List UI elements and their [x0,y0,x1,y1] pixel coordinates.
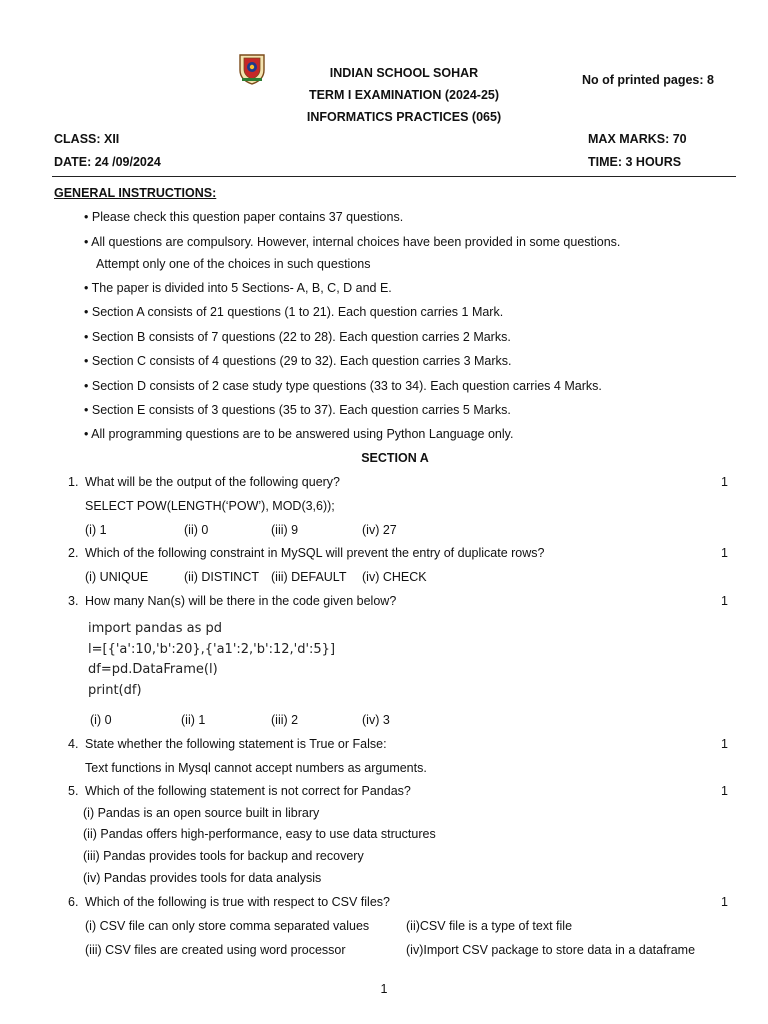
q5-option: (iii) Pandas provides tools for backup and recovery [83,849,364,863]
q1-option: (iv) 27 [362,523,397,537]
q2-option: (i) UNIQUE [85,570,149,584]
q2-mark: 1 [721,546,728,560]
q4-number: 4. [68,737,79,751]
instruction-item: • Section B consists of 7 questions (22 to 28). Each question carries 2 Marks. [84,330,511,344]
instruction-item: • Section A consists of 21 questions (1 to 21). Each question carries 1 Mark. [84,305,504,319]
printed-pages: No of printed pages: 8 [582,73,714,87]
header-divider [52,176,736,177]
school-name: INDIAN SCHOOL SOHAR [329,66,479,80]
q3-mark: 1 [721,594,728,608]
time-label: TIME: 3 HOURS [588,155,682,169]
q5-mark: 1 [721,784,728,798]
class-label: CLASS: XII [54,132,120,146]
q1-text: What will be the output of the following query? [85,475,341,489]
q3-number: 3. [68,594,79,608]
instruction-item: • All questions are compulsory. However, internal choices have been provided in some questions. [84,235,621,249]
q1-option: (i) 1 [85,523,107,537]
instruction-item: • The paper is divided into 5 Sections- A, B, C, D and E. [84,281,392,295]
q6-option: (i) CSV file can only store comma separated values [85,919,370,933]
instruction-item: • Section E consists of 3 questions (35 to 37). Each question carries 5 Marks. [84,403,511,417]
q5-option: (i) Pandas is an open source built in library [83,806,320,820]
page-number: 1 [380,982,388,996]
q5-text: Which of the following statement is not correct for Pandas? [85,784,411,798]
q1-query: SELECT POW(LENGTH(‘POW’), MOD(3,6)); [85,499,335,513]
subject-title: INFORMATICS PRACTICES (065) [306,110,502,124]
code-line: df=pd.DataFrame(l) [88,662,218,677]
q2-option: (iii) DEFAULT [271,570,347,584]
q6-option: (iv)Import CSV package to store data in a dataframe [406,943,696,957]
q6-option: (iii) CSV files are created using word processor [85,943,346,957]
q2-option: (ii) DISTINCT [184,570,259,584]
q2-text: Which of the following constraint in MySQL will prevent the entry of duplicate rows? [85,546,545,560]
exam-title: TERM I EXAMINATION (2024-25) [308,88,500,102]
code-line: import pandas as pd [88,621,223,636]
q1-option: (ii) 0 [184,523,209,537]
q3-text: How many Nan(s) will be there in the code given below? [85,594,397,608]
q2-option: (iv) CHECK [362,570,427,584]
q4-text: State whether the following statement is True or False: [85,737,387,751]
q3-option: (ii) 1 [181,713,206,727]
q6-number: 6. [68,895,79,909]
instruction-item: • Section D consists of 2 case study type questions (33 to 34). Each question carries 4 Marks. [84,379,602,393]
instruction-item: • All programming questions are to be answered using Python Language only. [84,427,514,441]
q3-option: (iii) 2 [271,713,299,727]
q5-option: (iv) Pandas provides tools for data analysis [83,871,322,885]
q6-option: (ii)CSV file is a type of text file [406,919,573,933]
q6-text: Which of the following is true with respect to CSV files? [85,895,390,909]
date-label: DATE: 24 /09/2024 [54,155,161,169]
q6-mark: 1 [721,895,728,909]
instruction-item: • Please check this question paper contains 37 questions. [84,210,404,224]
q4-statement: Text functions in Mysql cannot accept numbers as arguments. [85,761,427,775]
q2-number: 2. [68,546,79,560]
max-marks-label: MAX MARKS: 70 [588,132,687,146]
instruction-item: • Section C consists of 4 questions (29 to 32). Each question carries 3 Marks. [84,354,512,368]
q1-option: (iii) 9 [271,523,299,537]
q3-option: (iv) 3 [362,713,390,727]
instructions-heading: GENERAL INSTRUCTIONS: [54,186,217,200]
q5-option: (ii) Pandas offers high-performance, easy to use data structures [83,827,436,841]
section-a-heading: SECTION A [361,451,429,465]
code-line: l=[{'a':10,'b':20},{'a1':2,'b':12,'d':5}] [88,641,336,657]
instruction-item-continued: Attempt only one of the choices in such questions [96,257,371,271]
q5-number: 5. [68,784,79,798]
q4-mark: 1 [721,737,728,751]
code-line: print(df) [88,682,142,698]
q3-code-block [88,619,335,701]
q1-mark: 1 [721,475,728,489]
q3-option: (i) 0 [90,713,112,727]
q1-number: 1. [68,475,79,489]
